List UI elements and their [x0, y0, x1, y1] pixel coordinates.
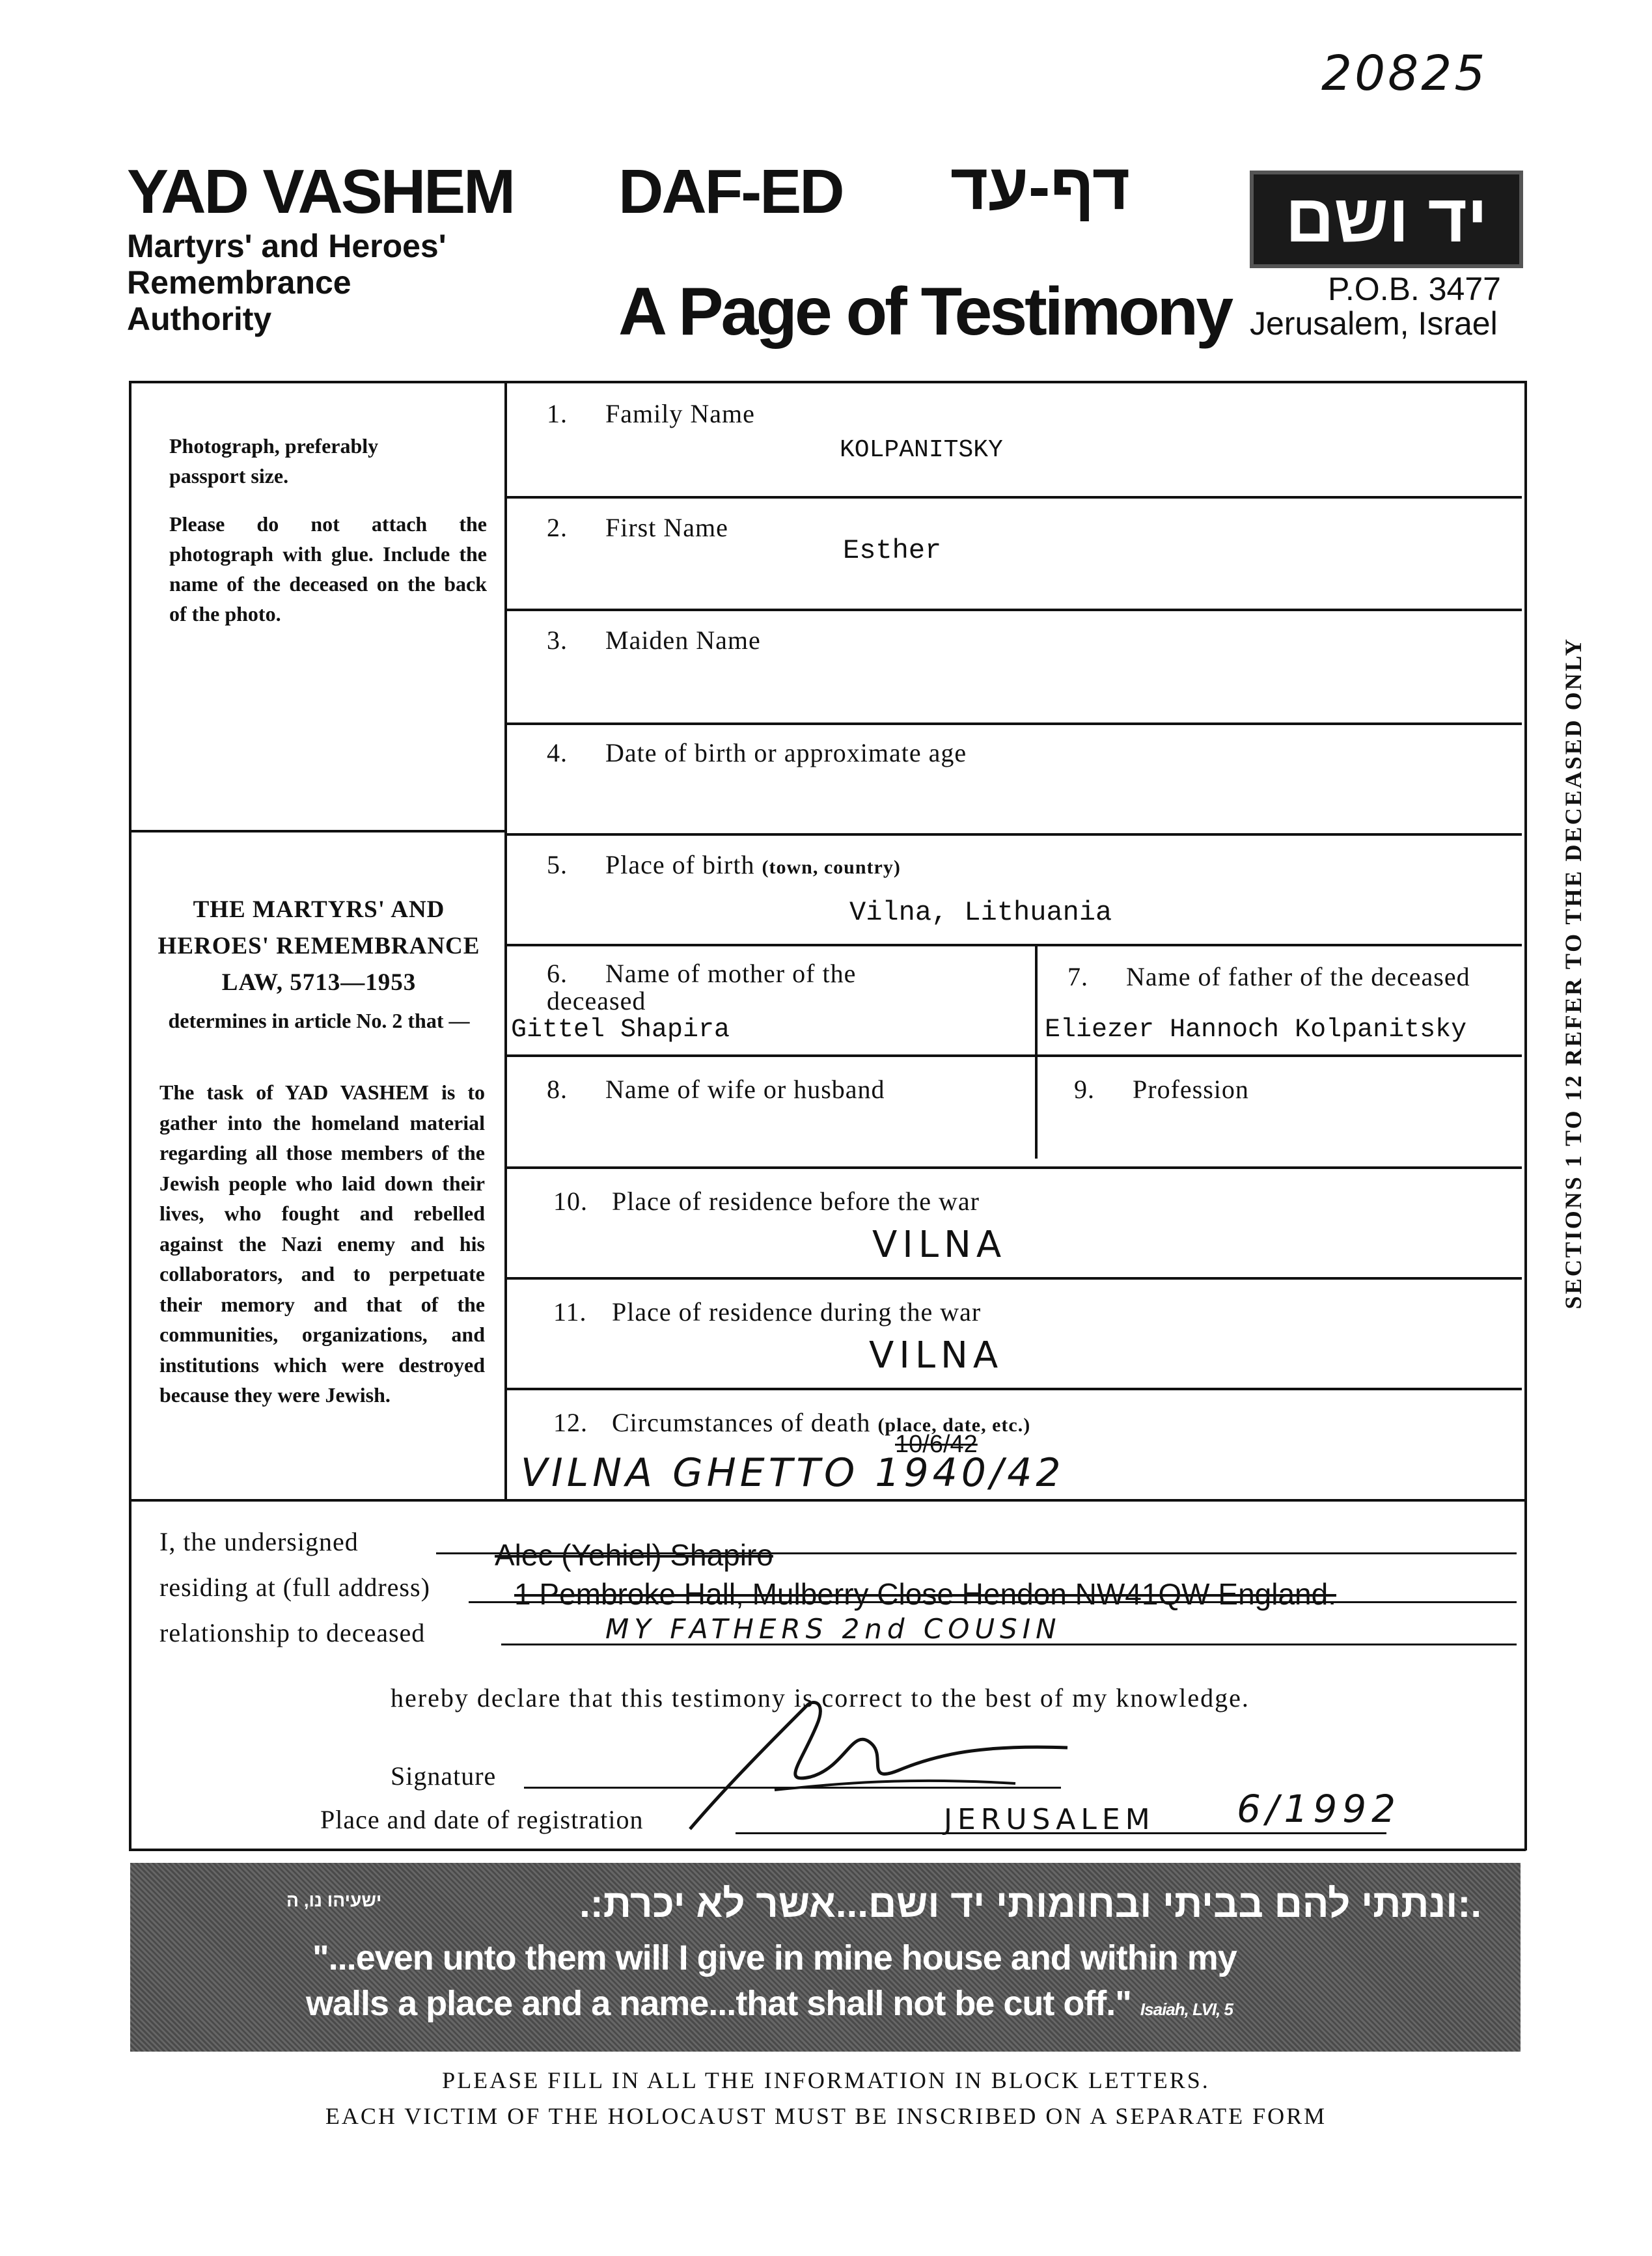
- field-father-name-label: 7. Name of father of the deceased: [1067, 962, 1470, 991]
- banner-hebrew-quote: .:ונתתי להם בביתי ובחומותי יד ושם...אשר לא יכרת:.: [579, 1882, 1481, 1925]
- field-date-of-birth-label: 4. Date of birth or approximate age: [547, 738, 967, 767]
- undersigned-value[interactable]: Alec (Yehiel) Shapiro: [495, 1538, 773, 1572]
- org-subtitle: [127, 228, 447, 337]
- city-address: Jerusalem, Israel: [1250, 305, 1498, 342]
- org-subtitle-line: Remembrance: [127, 264, 351, 301]
- field-residence-during-label: 11. Place of residence during the war: [553, 1297, 982, 1327]
- field-spouse-name-label: 8. Name of wife or husband: [547, 1075, 885, 1104]
- residence-before-value[interactable]: VILNA: [872, 1224, 1007, 1266]
- field-circumstances-label: 12. Circumstances of death (place, date, etc.): [553, 1408, 1031, 1437]
- yad-vashem-logo: [1250, 171, 1523, 268]
- circumstances-struck-date: 10/6/42: [895, 1431, 978, 1458]
- family-name-value[interactable]: KOLPANITSKY: [840, 436, 1003, 464]
- document-number: 20825: [1321, 46, 1488, 102]
- banner-hebrew-source: ישעיהו נו, ה: [286, 1890, 382, 1910]
- org-subtitle-line: Authority: [127, 301, 272, 337]
- pob-address: P.O.B. 3477: [1328, 271, 1501, 307]
- photo-box-title: Photograph, preferably passport size.: [169, 434, 379, 488]
- field-first-name-label: 2. First Name: [547, 513, 728, 542]
- footer-instruction-1: PLEASE FILL IN ALL THE INFORMATION IN BLOCK LETTERS.: [442, 2067, 1210, 2093]
- undersigned-label: I, the undersigned: [159, 1527, 359, 1556]
- quote-banner: [130, 1863, 1521, 2052]
- law-determines: determines in article No. 2 that —: [168, 1009, 470, 1032]
- page-title: A Page of Testimony: [618, 274, 1232, 350]
- place-of-birth-value[interactable]: Vilna, Lithuania: [849, 897, 1112, 928]
- banner-english-line1: "...even unto them will I give in mine house and within my: [312, 1938, 1237, 1977]
- place-date-label: Place and date of registration: [320, 1805, 644, 1834]
- address-label: residing at (full address): [159, 1573, 430, 1602]
- registration-date-value[interactable]: 6/1992: [1237, 1787, 1401, 1831]
- field-family-name-label: 1. Family Name: [547, 399, 755, 428]
- field-maiden-name-label: 3. Maiden Name: [547, 626, 761, 655]
- signature-label: Signature: [391, 1761, 497, 1791]
- footer-instruction-2: EACH VICTIM OF THE HOLOCAUST MUST BE INSCRIBED ON A SEPARATE FORM: [325, 2103, 1327, 2129]
- daf-ed-title: DAF-ED: [618, 157, 843, 227]
- field-profession-label: 9. Profession: [1074, 1075, 1249, 1104]
- address-value[interactable]: 1 Pembroke Hall, Mulberry Close Hendon NW41QW England.: [514, 1577, 1336, 1611]
- daf-ed-hebrew: דף-עד: [950, 150, 1131, 223]
- logo-hebrew-text: יד ושם: [1285, 181, 1488, 256]
- first-name-value[interactable]: Esther: [843, 535, 942, 566]
- law-body: The task of YAD VASHEM is to gather into the homeland material regarding all those members of the Jewish people who laid down their lives, who fought and rebelled against the Nazi enemy and his collaborators, and to perpetuate their memory and that of the communities, organizations, and institutions which were destroyed because they were Jewish.: [159, 1080, 485, 1407]
- relationship-label: relationship to deceased: [159, 1618, 426, 1647]
- org-title: YAD VASHEM: [127, 157, 514, 227]
- relationship-value[interactable]: MY FATHERS 2nd COUSIN: [605, 1613, 1062, 1645]
- photo-box-instructions: Please do not attach the photograph with glue. Include the name of the deceased on the back of the photo.: [169, 512, 487, 626]
- residence-during-value[interactable]: VILNA: [869, 1334, 1004, 1377]
- law-title: THE MARTYRS' AND HEROES' REMEMBRANCE LAW, 5713—1953: [158, 896, 480, 996]
- field-residence-before-label: 10. Place of residence before the war: [553, 1187, 980, 1216]
- mother-name-value[interactable]: Gittel Shapira: [511, 1015, 730, 1045]
- sections-side-note: SECTIONS 1 TO 12 REFER TO THE DECEASED ONLY: [1560, 637, 1586, 1310]
- registration-place-value[interactable]: JERUSALEM: [944, 1803, 1155, 1836]
- field-place-of-birth-label: 5. Place of birth (town, country): [547, 850, 901, 879]
- declaration-statement: hereby declare that this testimony is correct to the best of my knowledge.: [391, 1683, 1250, 1713]
- org-subtitle-line: Martyrs' and Heroes': [127, 228, 447, 264]
- field-mother-name-label: 6. Name of mother of the deceased: [547, 959, 857, 1015]
- circumstances-value[interactable]: VILNA GHETTO 1940/42: [521, 1450, 1065, 1496]
- father-name-value[interactable]: Eliezer Hannoch Kolpanitsky: [1045, 1015, 1467, 1045]
- banner-english-line2: walls a place and a name...that shall not be cut off." Isaiah, LVI, 5: [306, 1984, 1233, 2023]
